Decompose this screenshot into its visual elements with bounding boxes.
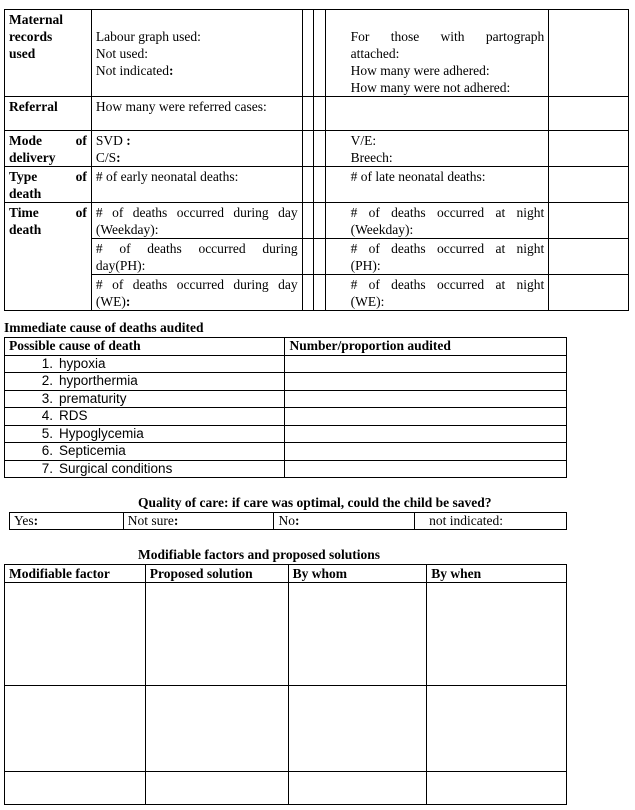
cause-value[interactable] (285, 443, 567, 461)
spacer-cell (313, 203, 325, 239)
factors-row (5, 772, 567, 805)
maternal-records-left[interactable]: Labour graph used: Not used: Not indicated: (91, 10, 302, 97)
quality-not-indicated[interactable]: not indicated: (415, 513, 567, 530)
time-of-death-row-we (5, 275, 629, 311)
referral-row (5, 97, 629, 131)
cause-item: 2. hyporthermia (5, 373, 285, 391)
referral-left[interactable]: How many were referred cases: (91, 97, 302, 131)
spacer-cell (313, 239, 325, 275)
night-deaths-we[interactable]: # of deaths occurred at night (WE): (325, 275, 549, 311)
quality-heading: Quality of care: if care was optimal, could the child be saved? (138, 495, 492, 510)
maternal-records-label: Maternal records used (5, 10, 92, 97)
spacer-cell (302, 275, 313, 311)
mode-of-delivery-right[interactable]: V/E: Breech: (325, 131, 549, 167)
cause-item: 7. Surgical conditions (5, 460, 285, 478)
referral-value[interactable] (549, 97, 629, 131)
cause-value[interactable] (285, 373, 567, 391)
solution-cell[interactable] (145, 686, 288, 772)
referral-right[interactable] (325, 97, 549, 131)
referral-label: Referral (5, 97, 92, 131)
time-of-death-label: Time of death (5, 203, 92, 311)
cause-value[interactable] (285, 408, 567, 426)
day-deaths-ph[interactable]: # of deaths occurred during day(PH): (91, 239, 302, 275)
cause-row (5, 390, 567, 408)
spacer-cell (302, 131, 313, 167)
quality-table (9, 512, 567, 530)
causes-table (4, 337, 567, 478)
type-of-death-label: Type of death (5, 167, 92, 203)
by-whom-col-header: By whom (288, 565, 427, 583)
factor-cell[interactable] (5, 583, 146, 686)
factor-cell[interactable] (5, 772, 146, 805)
time-value[interactable] (549, 239, 629, 275)
solution-cell[interactable] (145, 583, 288, 686)
mode-of-delivery-value[interactable] (549, 131, 629, 167)
night-deaths-ph[interactable]: # of deaths occurred at night (PH): (325, 239, 549, 275)
spacer-cell (313, 131, 325, 167)
spacer-cell (302, 97, 313, 131)
factors-header-row (5, 565, 567, 583)
cause-value[interactable] (285, 390, 567, 408)
number-col-header: Number/proportion audited (285, 338, 567, 356)
quality-no[interactable]: No: (274, 513, 415, 530)
cause-row (5, 373, 567, 391)
time-value[interactable] (549, 203, 629, 239)
quality-yes[interactable]: Yes: (10, 513, 124, 530)
spacer-cell (302, 239, 313, 275)
time-of-death-row-weekday (5, 203, 629, 239)
cause-row (5, 425, 567, 443)
factors-heading: Modifiable factors and proposed solutions (138, 547, 381, 562)
causes-col-header: Possible cause of death (5, 338, 285, 356)
cause-item: 6. Septicemia (5, 443, 285, 461)
night-deaths-weekday[interactable]: # of deaths occurred at night (Weekday): (325, 203, 549, 239)
cause-item: 5. Hypoglycemia (5, 425, 285, 443)
causes-heading: Immediate cause of deaths audited (4, 320, 204, 335)
spacer-cell (302, 203, 313, 239)
time-of-death-row-ph (5, 239, 629, 275)
quality-not-sure[interactable]: Not sure: (123, 513, 274, 530)
quality-row (10, 513, 567, 530)
cause-value[interactable] (285, 460, 567, 478)
causes-header-row (5, 338, 567, 356)
type-of-death-left[interactable]: # of early neonatal deaths: (91, 167, 302, 203)
day-deaths-we[interactable]: # of deaths occurred during day (WE): (91, 275, 302, 311)
spacer-cell (313, 167, 325, 203)
maternal-records-row (5, 10, 629, 97)
type-of-death-right[interactable]: # of late neonatal deaths: (325, 167, 549, 203)
cause-row (5, 355, 567, 373)
mode-of-delivery-row (5, 131, 629, 167)
cause-item: 1. hypoxia (5, 355, 285, 373)
day-deaths-weekday[interactable]: # of deaths occurred during day (Weekday): (91, 203, 302, 239)
cause-row (5, 460, 567, 478)
factors-table (4, 564, 567, 805)
records-table (4, 9, 629, 311)
by-whom-cell[interactable] (288, 583, 427, 686)
spacer-cell (313, 275, 325, 311)
by-when-cell[interactable] (427, 686, 567, 772)
by-when-cell[interactable] (427, 772, 567, 805)
solution-cell[interactable] (145, 772, 288, 805)
time-value[interactable] (549, 275, 629, 311)
spacer-cell (313, 97, 325, 131)
cause-item: 4. RDS (5, 408, 285, 426)
type-of-death-value[interactable] (549, 167, 629, 203)
cause-row (5, 443, 567, 461)
by-when-cell[interactable] (427, 583, 567, 686)
spacer-cell (302, 167, 313, 203)
factors-row (5, 583, 567, 686)
mode-of-delivery-left[interactable]: SVD : C/S: (91, 131, 302, 167)
solution-col-header: Proposed solution (145, 565, 288, 583)
type-of-death-row (5, 167, 629, 203)
by-whom-cell[interactable] (288, 686, 427, 772)
maternal-records-right[interactable]: For those with partograph attached: How many were adhered: How many were not adhered: (325, 10, 549, 97)
spacer-cell (302, 10, 313, 97)
cause-item: 3. prematurity (5, 390, 285, 408)
mode-of-delivery-label: Mode of delivery (5, 131, 92, 167)
factor-col-header: Modifiable factor (5, 565, 146, 583)
cause-value[interactable] (285, 355, 567, 373)
by-whom-cell[interactable] (288, 772, 427, 805)
by-when-col-header: By when (427, 565, 567, 583)
factors-row (5, 686, 567, 772)
cause-value[interactable] (285, 425, 567, 443)
maternal-records-value[interactable] (549, 10, 629, 97)
cause-row (5, 408, 567, 426)
factor-cell[interactable] (5, 686, 146, 772)
spacer-cell (313, 10, 325, 97)
